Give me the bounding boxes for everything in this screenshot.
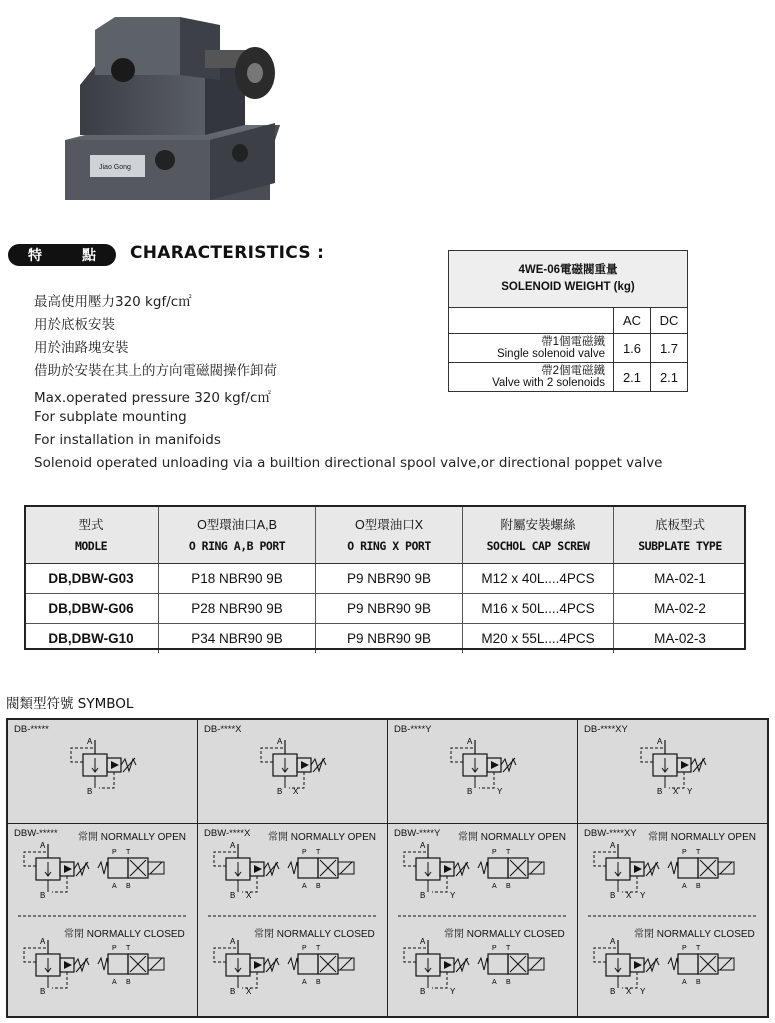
symbol-cell-dbw-xy bbox=[577, 823, 768, 1017]
weight-row2-ac: 2.1 bbox=[614, 363, 651, 392]
svg-text:T: T bbox=[126, 945, 131, 952]
symbol-label-db-x: DB-****X bbox=[204, 724, 242, 735]
symbol-cell-dbw-y bbox=[387, 823, 578, 1017]
svg-text:A: A bbox=[302, 979, 307, 986]
svg-text:B: B bbox=[506, 979, 511, 986]
svg-text:A: A bbox=[420, 841, 426, 850]
model-header-cell bbox=[316, 505, 463, 564]
feature-en-1: Max.operated pressure 320 kgf/c㎡ bbox=[34, 390, 271, 406]
symbol-cell-db-y bbox=[387, 719, 578, 824]
weight-row1-en: Single solenoid valve bbox=[496, 348, 605, 360]
characteristics-badge bbox=[8, 244, 116, 266]
svg-text:A: A bbox=[610, 937, 616, 946]
symbol-label-dbw-y: DBW-****Y bbox=[394, 828, 441, 839]
symbol-label-dbw-xy: DBW-****XY bbox=[584, 828, 637, 839]
svg-text:Jiao Gong: Jiao Gong bbox=[99, 164, 131, 171]
normally-closed-label: 常閉 NORMALLY CLOSED bbox=[254, 929, 375, 940]
svg-text:B: B bbox=[87, 787, 93, 796]
svg-text:P: P bbox=[112, 849, 117, 856]
svg-text:A: A bbox=[302, 883, 307, 890]
svg-text:Y: Y bbox=[450, 987, 456, 996]
table-row bbox=[24, 564, 746, 594]
weight-title-zh: 4WE-06電磁閥重量 bbox=[518, 264, 618, 276]
svg-text:B: B bbox=[126, 883, 131, 890]
header-x-port-zh: O型環油口X bbox=[354, 518, 424, 532]
normally-open-label: 常開 NORMALLY OPEN bbox=[458, 832, 566, 843]
svg-text:A: A bbox=[682, 979, 687, 986]
svg-text:T: T bbox=[316, 849, 321, 856]
symbol-label-dbw-x: DBW-****X bbox=[204, 828, 251, 839]
header-ab-port-zh: O型環油口A,B bbox=[197, 518, 277, 532]
svg-text:A: A bbox=[492, 883, 497, 890]
badge-char-left: 特 bbox=[28, 248, 42, 264]
svg-text:B: B bbox=[277, 787, 283, 796]
svg-text:X: X bbox=[293, 787, 299, 796]
symbol-label-db-xy: DB-****XY bbox=[584, 724, 628, 735]
svg-text:T: T bbox=[506, 945, 511, 952]
svg-text:T: T bbox=[316, 945, 321, 952]
normally-open-label: 常開 NORMALLY OPEN bbox=[78, 832, 186, 843]
weight-title-en: SOLENOID WEIGHT (kg) bbox=[501, 281, 635, 293]
svg-text:B: B bbox=[610, 987, 616, 996]
svg-text:A: A bbox=[230, 841, 236, 850]
weight-table-header bbox=[449, 251, 688, 308]
svg-text:T: T bbox=[696, 849, 701, 856]
x-port-cell: P9 NBR90 9B bbox=[316, 564, 463, 594]
svg-text:Y: Y bbox=[640, 987, 646, 996]
svg-text:X: X bbox=[673, 787, 679, 796]
weight-row2-dc: 2.1 bbox=[651, 363, 688, 392]
weight-row1-zh: 帶1個電磁鐵 bbox=[541, 336, 605, 348]
svg-text:T: T bbox=[126, 849, 131, 856]
svg-text:B: B bbox=[40, 987, 46, 996]
model-table-header-row bbox=[24, 505, 746, 564]
feature-zh-4: 借助於安裝在其上的方向電磁閥操作卸荷 bbox=[34, 363, 277, 379]
svg-text:B: B bbox=[40, 891, 46, 900]
svg-text:Y: Y bbox=[450, 891, 456, 900]
svg-text:Y: Y bbox=[497, 787, 503, 796]
symbol-section-title: 閥類型符號 SYMBOL bbox=[6, 696, 134, 712]
svg-text:A: A bbox=[277, 737, 283, 746]
svg-text:B: B bbox=[657, 787, 663, 796]
feature-zh-1: 最高使用壓力320 kgf/c㎡ bbox=[34, 294, 192, 310]
svg-text:A: A bbox=[87, 737, 93, 746]
symbol-cell-db-x bbox=[197, 719, 388, 824]
characteristics-title: CHARACTERISTICS : bbox=[130, 243, 325, 263]
valve-product-image bbox=[55, 5, 335, 205]
table-row bbox=[24, 624, 746, 654]
weight-row1-ac: 1.6 bbox=[614, 334, 651, 363]
svg-text:P: P bbox=[492, 945, 497, 952]
svg-text:A: A bbox=[467, 737, 473, 746]
svg-text:P: P bbox=[112, 945, 117, 952]
weight-row2-zh: 帶2個電磁鐵 bbox=[541, 365, 605, 377]
subplate-cell: MA-02-1 bbox=[614, 564, 747, 594]
subplate-cell: MA-02-2 bbox=[614, 594, 747, 624]
svg-text:A: A bbox=[492, 979, 497, 986]
subplate-cell: MA-02-3 bbox=[654, 631, 706, 646]
feature-zh-3: 用於油路塊安裝 bbox=[34, 340, 129, 356]
svg-text:B: B bbox=[316, 979, 321, 986]
symbol-label-db: DB-***** bbox=[14, 724, 49, 735]
symbol-cell-db bbox=[7, 719, 198, 824]
ab-port-cell: P18 NBR90 9B bbox=[159, 564, 316, 594]
header-screw-zh: 附屬安裝螺絲 bbox=[500, 518, 576, 532]
svg-text:B: B bbox=[420, 987, 426, 996]
svg-text:A: A bbox=[420, 937, 426, 946]
svg-text:Y: Y bbox=[687, 787, 693, 796]
x-port-cell: P9 NBR90 9B bbox=[316, 624, 463, 654]
model-header-cell bbox=[463, 505, 614, 564]
ab-port-cell: P34 NBR90 9B bbox=[159, 624, 316, 654]
svg-text:P: P bbox=[682, 945, 687, 952]
svg-text:B: B bbox=[696, 979, 701, 986]
solenoid-weight-table bbox=[448, 250, 688, 392]
weight-row-label bbox=[449, 334, 614, 363]
model-header-cell bbox=[614, 505, 747, 564]
table-row bbox=[24, 594, 746, 624]
svg-text:A: A bbox=[40, 937, 46, 946]
svg-text:B: B bbox=[316, 883, 321, 890]
svg-text:A: A bbox=[112, 883, 117, 890]
svg-text:X: X bbox=[246, 987, 252, 996]
svg-text:P: P bbox=[302, 945, 307, 952]
badge-char-right: 點 bbox=[82, 248, 96, 264]
symbol-cell-db-xy bbox=[577, 719, 768, 824]
svg-text:P: P bbox=[302, 849, 307, 856]
x-port-cell: P9 NBR90 9B bbox=[316, 594, 463, 624]
svg-text:B: B bbox=[506, 883, 511, 890]
symbol-label-dbw: DBW-***** bbox=[14, 828, 58, 839]
svg-text:B: B bbox=[610, 891, 616, 900]
header-model-zh: 型式 bbox=[78, 518, 104, 532]
symbol-cell-dbw bbox=[7, 823, 198, 1017]
header-subplate-en: SUBPLATE TYPE bbox=[638, 539, 722, 553]
model-header-cell bbox=[24, 505, 159, 564]
feature-en-4: Solenoid operated unloading via a builtion directional spool valve,or directional poppet valve bbox=[34, 455, 663, 471]
normally-open-label: 常開 NORMALLY OPEN bbox=[648, 832, 756, 843]
normally-open-label: 常開 NORMALLY OPEN bbox=[268, 832, 376, 843]
svg-text:B: B bbox=[126, 979, 131, 986]
svg-text:B: B bbox=[420, 891, 426, 900]
model-cell: DB,DBW-G06 bbox=[24, 594, 159, 624]
weight-col-ac: AC bbox=[614, 308, 651, 334]
svg-text:A: A bbox=[610, 841, 616, 850]
weight-col-dc: DC bbox=[651, 308, 688, 334]
svg-text:A: A bbox=[657, 737, 663, 746]
weight-row1-dc: 1.7 bbox=[651, 334, 688, 363]
svg-text:P: P bbox=[682, 849, 687, 856]
header-screw-en: SOCHOL CAP SCREW bbox=[486, 539, 590, 553]
screw-cell: M20 x 55L....4PCS bbox=[463, 624, 614, 654]
model-cell: DB,DBW-G03 bbox=[24, 564, 159, 594]
header-x-port-en: O RING X PORT bbox=[347, 539, 431, 553]
svg-text:A: A bbox=[40, 841, 46, 850]
header-ab-port-en: O RING A,B PORT bbox=[188, 539, 286, 553]
svg-text:T: T bbox=[696, 945, 701, 952]
svg-text:T: T bbox=[506, 849, 511, 856]
svg-text:B: B bbox=[230, 987, 236, 996]
feature-en-2: For subplate mounting bbox=[34, 409, 187, 425]
svg-text:P: P bbox=[492, 849, 497, 856]
svg-text:B: B bbox=[230, 891, 236, 900]
svg-text:B: B bbox=[467, 787, 473, 796]
ab-port-cell: P28 NBR90 9B bbox=[159, 594, 316, 624]
normally-closed-label: 常閉 NORMALLY CLOSED bbox=[64, 929, 185, 940]
svg-text:A: A bbox=[112, 979, 117, 986]
screw-cell: M16 x 50L....4PCS bbox=[463, 594, 614, 624]
weight-row2-en: Valve with 2 solenoids bbox=[492, 377, 605, 389]
svg-text:Y: Y bbox=[640, 891, 646, 900]
svg-text:A: A bbox=[230, 937, 236, 946]
screw-cell: M12 x 40L....4PCS bbox=[463, 564, 614, 594]
model-spec-table bbox=[24, 505, 746, 653]
symbol-label-db-y: DB-****Y bbox=[394, 724, 432, 735]
normally-closed-label: 常閉 NORMALLY CLOSED bbox=[634, 929, 755, 940]
header-model-en: MODLE bbox=[74, 539, 108, 553]
svg-text:X: X bbox=[626, 987, 632, 996]
model-cell: DB,DBW-G10 bbox=[24, 624, 159, 654]
model-header-cell bbox=[159, 505, 316, 564]
svg-text:A: A bbox=[682, 883, 687, 890]
feature-zh-2: 用於底板安裝 bbox=[34, 317, 115, 333]
svg-text:X: X bbox=[246, 891, 252, 900]
weight-corner bbox=[449, 308, 614, 334]
normally-closed-label: 常閉 NORMALLY CLOSED bbox=[444, 929, 565, 940]
weight-row-label bbox=[449, 363, 614, 392]
feature-en-3: For installation in manifoids bbox=[34, 432, 221, 448]
header-subplate-zh: 底板型式 bbox=[654, 518, 705, 532]
svg-text:B: B bbox=[696, 883, 701, 890]
symbol-cell-dbw-x bbox=[197, 823, 388, 1017]
symbol-grid bbox=[6, 718, 769, 1018]
svg-text:X: X bbox=[626, 891, 632, 900]
